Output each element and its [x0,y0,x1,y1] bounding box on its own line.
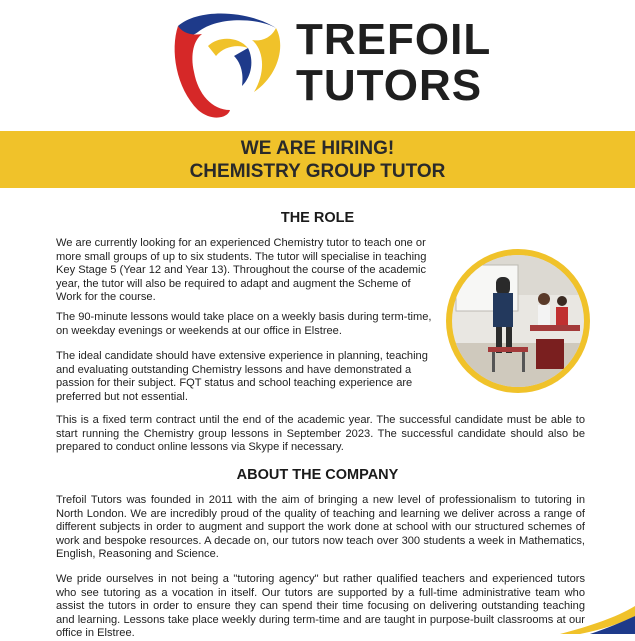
logo-wordmark [296,15,492,110]
classroom-photo [446,249,590,393]
role-heading: THE ROLE [280,210,355,226]
logo-line-2: TUTORS [296,61,483,110]
corner-decoration [560,606,635,634]
role-paragraph-2: The 90-minute lessons would take place on a weekly basis during term-time, on weekday evenings or weekends at our office in Elstree. [56,311,432,337]
company-paragraph-2: We pride ourselves in not being a "tutoring agency" but rather qualified teachers and experienced tutors who see tutoring as a vocation in itself. Our tutors are supported by a full-time administrative team who assist the tutors in order to ensure they can spend their time focusing on delivering outstanding teaching and learning. Lessons take place weekly during term-time and are taught in purpose-built classrooms at our office in Elstree. [56,573,585,640]
logo [168,6,492,124]
trefoil-logo-icon [168,6,288,124]
role-paragraph-3: The ideal candidate should have extensive experience in planning, teaching and evaluating outstanding Chemistry lessons and have demonstrated a passion for their subject. FQT status and school teaching experience are preferred but not essential. [56,350,428,403]
role-paragraph-4: This is a fixed term contract until the end of the academic year. The successful candidate must be able to start running the Chemistry group lessons in September 2023. The successful candidate should also be prepared to conduct online lessons via Skype if necessary. [56,414,585,454]
classroom-image [452,255,584,387]
logo-line-1: TREFOIL [296,15,492,64]
banner-subtitle: CHEMISTRY GROUP TUTOR [189,161,446,182]
role-paragraph-1: We are currently looking for an experienced Chemistry tutor to teach one or more small groups of up to six students. The tutor will specialise in teaching Key Stage 5 (Year 12 and Year 13). Throughout the course of the academic year, the tutor will also be required to adapt and augment the Scheme of Work for the course. [56,237,427,304]
banner-title: WE ARE HIRING! [240,138,395,159]
company-heading: ABOUT THE COMPANY [236,467,399,483]
hiring-banner [0,131,635,188]
company-paragraph-1: Trefoil Tutors was founded in 2011 with the aim of bringing a new level of professionalism to tutoring in North London. We are incredibly proud of the quality of teaching and learning we deliver across a range of different subjects in order to augment and support the work done at school with our structured schemes of work and bespoke resources. A decade on, our tutors now teach over 300 students a week in Mathematics, English, Reasoning and Science. [56,494,585,561]
